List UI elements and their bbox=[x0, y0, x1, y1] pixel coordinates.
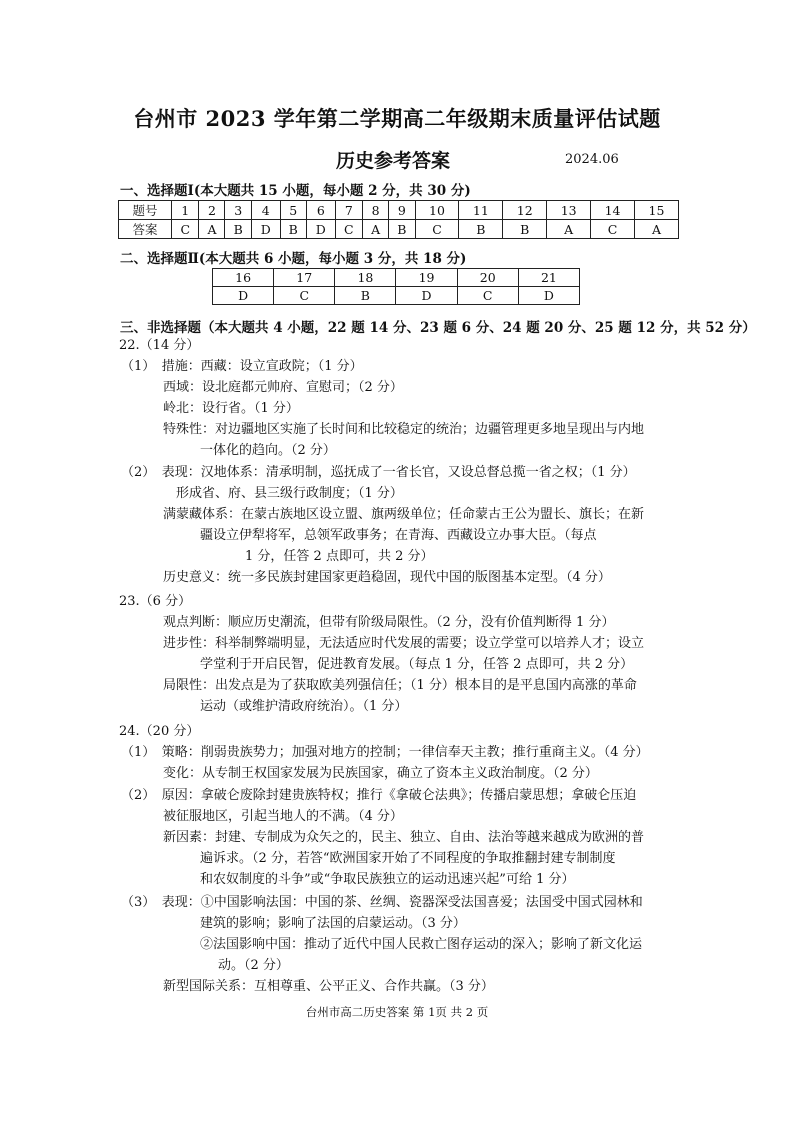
answer-cell: A bbox=[199, 220, 225, 239]
answer-cell: B bbox=[459, 220, 503, 239]
question-number-cell: 18 bbox=[335, 269, 396, 287]
answer-line: 变化：从专制王权国家发展为民族国家，确立了资本主义政治制度。（2 分） bbox=[163, 766, 598, 781]
answer-line: ②法国影响中国：推动了近代中国人民救亡图存运动的深入；影响了新文化运 bbox=[200, 937, 643, 952]
row-label-answer: 答案 bbox=[119, 220, 172, 239]
answer-cell: A bbox=[363, 220, 389, 239]
question-number-cell: 10 bbox=[415, 201, 459, 220]
answer-line: 1 分，任答 2 点即可，共 2 分） bbox=[245, 549, 434, 564]
answer-line: 遍诉求。（2 分，若答“欧洲国家开始了不同程度的争取推翻封建专制制度 bbox=[200, 851, 616, 866]
section1-answer-table bbox=[118, 200, 679, 239]
answer-cell: C bbox=[415, 220, 459, 239]
answer-line: （1） 策略：削弱贵族势力；加强对地方的控制；一律信奉天主教；推行重商主义。（4 分） bbox=[121, 745, 649, 760]
question-number-cell: 13 bbox=[547, 201, 591, 220]
question-number-cell: 3 bbox=[225, 201, 251, 220]
answer-cell: B bbox=[389, 220, 415, 239]
answer-line: 学堂利于开启民智，促进教育发展。（每点 1 分，任答 2 点即可，共 2 分） bbox=[200, 657, 634, 672]
answer-line: 西域：设北庭都元帅府、宣慰司；（2 分） bbox=[163, 380, 403, 395]
table-row-answers bbox=[119, 220, 679, 239]
answer-cell: C bbox=[591, 220, 635, 239]
answer-line: 满蒙藏体系：在蒙古族地区设立盟、旗两级单位；任命蒙古王公为盟长、旗长；在新 bbox=[163, 507, 645, 522]
page-title: 台州市 2023 学年第二学期高二年级期末质量评估试题 bbox=[133, 106, 661, 131]
answer-cell: B bbox=[503, 220, 547, 239]
question-number-cell: 19 bbox=[396, 269, 457, 287]
answer-line: 新型国际关系：互相尊重、公平正义、合作共赢。（3 分） bbox=[163, 979, 494, 994]
question-number-cell: 4 bbox=[251, 201, 280, 220]
question-number-cell: 5 bbox=[280, 201, 306, 220]
answer-line: 22.（14 分） bbox=[119, 338, 200, 353]
answer-line: 疆设立伊犁将军，总领军政事务；在青海、西藏设立办事大臣。（每点 bbox=[200, 528, 597, 543]
question-number-cell: 12 bbox=[503, 201, 547, 220]
question-number-cell: 20 bbox=[457, 269, 518, 287]
question-number-cell: 7 bbox=[335, 201, 362, 220]
answer-line: 进步性：科举制弊端明显，无法适应时代发展的需要；设立学堂可以培养人才；设立 bbox=[163, 636, 645, 651]
question-number-cell: 9 bbox=[389, 201, 415, 220]
answer-line: 历史意义：统一多民族封建国家更趋稳固，现代中国的版图基本定型。（4 分） bbox=[163, 570, 611, 585]
row-label-number: 题号 bbox=[119, 201, 172, 220]
answer-cell: C bbox=[457, 287, 518, 305]
section1-heading: 一、选择题Ⅰ(本大题共 15 小题，每小题 2 分，共 30 分) bbox=[120, 183, 471, 199]
answer-line: 运动（或维护清政府统治）。（1 分） bbox=[200, 699, 408, 714]
answer-cell: D bbox=[518, 287, 579, 305]
answer-line: 和农奴制度的斗争”或“争取民族独立的运动迅速兴起”可给 1 分） bbox=[200, 872, 575, 887]
answer-line: 23.（6 分） bbox=[119, 594, 192, 609]
answer-line: 24.（20 分） bbox=[119, 724, 200, 739]
question-number-cell: 11 bbox=[459, 201, 503, 220]
answer-line: 局限性：出发点是为了获取欧美列强信任；（1 分）根本目的是平息国内高涨的革命 bbox=[163, 678, 637, 693]
answer-cell: D bbox=[396, 287, 457, 305]
page-subtitle: 历史参考答案 bbox=[336, 150, 451, 172]
answer-cell: A bbox=[634, 220, 678, 239]
question-number-cell: 2 bbox=[199, 201, 225, 220]
answer-cell: D bbox=[213, 287, 274, 305]
answer-line: （2） 表现：汉地体系：清承明制，巡抚成了一省长官，又设总督总揽一省之权；（1 分） bbox=[121, 465, 636, 480]
question-number-cell: 6 bbox=[306, 201, 335, 220]
page-footer: 台州市高二历史答案 第 1页 共 2 页 bbox=[305, 1005, 489, 1019]
answer-cell: C bbox=[274, 287, 335, 305]
answer-line: （1） 措施：西藏：设立宣政院；（1 分） bbox=[121, 359, 363, 374]
section3-heading: 三、非选择题（本大题共 4 小题，22 题 14 分、23 题 6 分、24 题 20 分、25 题 12 分，共 52 分） bbox=[120, 320, 756, 336]
question-number-cell: 14 bbox=[591, 201, 635, 220]
answer-line: （2） 原因：拿破仑废除封建贵族特权；推行《拿破仑法典》；传播启蒙思想；拿破仑压迫 bbox=[121, 788, 637, 803]
answer-cell: C bbox=[335, 220, 362, 239]
answer-cell: B bbox=[225, 220, 251, 239]
section2-answer-table bbox=[212, 268, 580, 305]
answer-line: 岭北：设行省。（1 分） bbox=[163, 401, 299, 416]
question-number-cell: 1 bbox=[172, 201, 199, 220]
answer-line: （3） 表现：①中国影响法国：中国的茶、丝绸、瓷器深受法国喜爱；法国受中国式园林和 bbox=[121, 895, 643, 910]
answer-cell: D bbox=[306, 220, 335, 239]
exam-date: 2024.06 bbox=[565, 152, 619, 167]
answer-line: 特殊性：对边疆地区实施了长时间和比较稳定的统治；边疆管理更多地呈现出与内地 bbox=[163, 422, 645, 437]
answer-line: 建筑的影响；影响了法国的启蒙运动。（3 分） bbox=[200, 916, 466, 931]
answer-cell: C bbox=[172, 220, 199, 239]
question-number-cell: 16 bbox=[213, 269, 274, 287]
section2-heading: 二、选择题Ⅱ(本大题共 6 小题，每小题 3 分，共 18 分) bbox=[120, 251, 467, 267]
question-number-cell: 17 bbox=[274, 269, 335, 287]
answer-cell: B bbox=[280, 220, 306, 239]
answer-line: 被征服地区，引起当地人的不满。（4 分） bbox=[163, 809, 403, 824]
answer-line: 形成省、府、县三级行政制度；（1 分） bbox=[176, 486, 403, 501]
answer-line: 观点判断：顺应历史潮流，但带有阶级局限性。（2 分，没有价值判断得 1 分） bbox=[163, 615, 615, 630]
question-number-cell: 21 bbox=[518, 269, 579, 287]
answer-line: 新因素：封建、专制成为众矢之的，民主、独立、自由、法治等越来越成为欧洲的普 bbox=[163, 830, 645, 845]
table-row-numbers bbox=[213, 269, 580, 287]
answer-cell: D bbox=[251, 220, 280, 239]
table-row-answers bbox=[213, 287, 580, 305]
answer-cell: B bbox=[335, 287, 396, 305]
answer-cell: A bbox=[547, 220, 591, 239]
question-number-cell: 15 bbox=[634, 201, 678, 220]
answer-line: 动。（2 分） bbox=[218, 958, 289, 973]
table-row-numbers bbox=[119, 201, 679, 220]
question-number-cell: 8 bbox=[363, 201, 389, 220]
answer-line: 一体化的趋向。（2 分） bbox=[200, 443, 336, 458]
